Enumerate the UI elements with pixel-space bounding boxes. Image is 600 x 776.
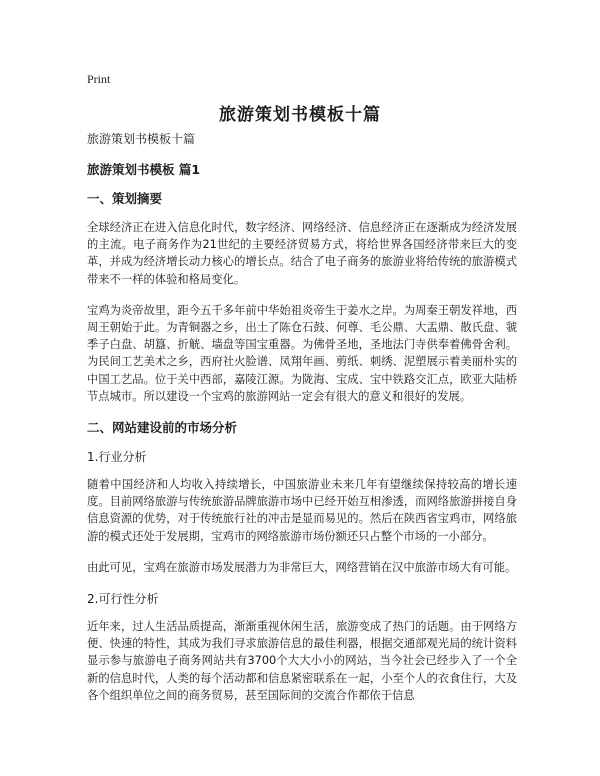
document-body <box>87 130 517 718</box>
sub-heading-industry-analysis: 1.行业分析 <box>87 450 147 465</box>
document-title: 旅游策划书模板十篇 <box>219 105 381 125</box>
section-heading-summary: 一、策划摘要 <box>87 191 163 206</box>
print-label: Print <box>87 72 111 86</box>
paragraph: 宝鸡为炎帝故里，距今五千多年前中华始祖炎帝生于姜水之岸。为周秦王朝发祥地，西周王朝始于此。为青铜器之乡，出土了陈仓石鼓、何尊、毛公鼎、大盂鼎、散氏盘、虢季子白盘、胡簋、折觥、墙盘等国宝重器。为佛骨圣地，圣地法门寺供奉着佛骨舍利。为民间工艺美术之乡，西府社火脸谱、凤翔年画、剪纸、刺绣、泥塑展示着美丽朴实的中国工艺品。位于关中西部，嘉陵江源。为陇海、宝成、宝中铁路交汇点，欧亚大陆桥节点城市。所以建设一个宝鸡的旅游网站一定会有很大的意义和很好的发展。 <box>87 303 517 403</box>
section-heading-market-analysis: 二、网站建设前的市场分析 <box>87 420 238 436</box>
paragraph: 全球经济正在进入信息化时代，数字经济、网络经济、信息经济正在逐渐成为经济发展的主流。电子商务作为21世纪的主要经济贸易方式，将给世界各国经济带来巨大的变革，并成为经济增长动力核心的增长点。结合了电子商务的旅游业将给传统的旅游模式带来不一样的体验和格局变化。 <box>87 221 517 286</box>
paragraph: 随着中国经济和人均收入持续增长，中国旅游业未来几年有望继续保持较高的增长速度。目前网络旅游与传统旅游品牌旅游市场中已经开始互相渗透，而网络旅游拼接自身信息资源的优势，对于传统旅行社的冲击是显而易见的。然后在陕西省宝鸡市，网络旅游的模式还处于发展期，宝鸡市的网络旅游市场份额还只占整个市场的一小部分。 <box>87 478 517 543</box>
paragraph: 由此可见，宝鸡在旅游市场发展潜力为非常巨大，网络营销在汉中旅游市场大有可能。 <box>87 560 517 574</box>
paragraph: 近年来，过人生活品质提高，渐渐重视休闲生活，旅游变成了热门的话题。由于网络方便、快速的特性，其成为我们寻求旅游信息的最佳利器，根据交通部观光局的统计资料显示参与旅游电子商务网站共有3700个大大小小的网站，当今社会已经步入了一个全新的信息时代，人类的每个活动都和信息紧密联系在一起，小至个人的衣食住行，大及各个组织单位之间的商务贸易，甚至国际间的交流合作都依于信息 <box>87 620 517 702</box>
sub-heading-feasibility-analysis: 2.可行性分析 <box>87 592 159 607</box>
article-title: 旅游策划书模板 篇1 <box>87 162 201 177</box>
document-subtitle: 旅游策划书模板十篇 <box>87 132 196 146</box>
